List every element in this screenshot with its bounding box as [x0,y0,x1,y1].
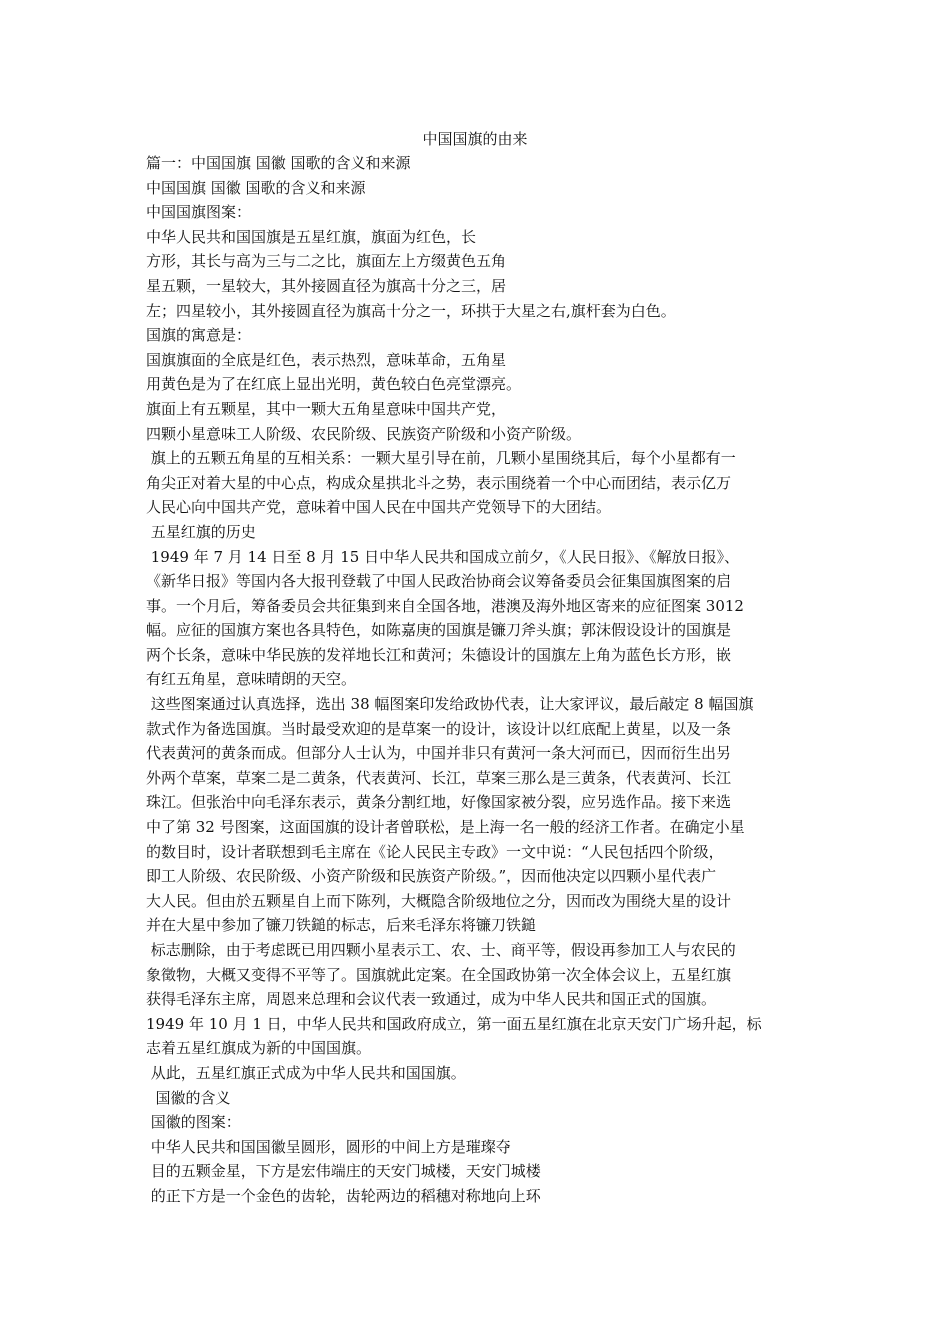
paragraph-line: 获得毛泽东主席，周恩来总理和会议代表一致通过，成为中华人民共和国正式的国旗。 [146,990,717,1009]
paragraph-line: 方形，其长与高为三与二之比，旗面左上方缀黄色五角 [146,252,507,271]
paragraph-line: 中国国旗 国徽 国歌的含义和来源 [146,178,366,197]
paragraph-line: 篇一：中国国旗 国徽 国歌的含义和来源 [146,154,411,172]
paragraph-line: 1949 年 7 月 14 日至 8 月 15 日中华人民共和国成立前夕，《人民日报》、《解放日报》、 [146,547,740,566]
paragraph-line: 人民心向中国共产党，意味着中国人民在中国共产党领导下的大团结。 [146,498,612,517]
paragraph-line: 有红五角星，意味晴朗的天空。 [146,670,357,689]
paragraph-line: 代表黄河的黄条而成。但部分人士认为，中国并非只有黄河一条大河而已，因而衍生出另 [146,744,732,763]
paragraph-line: 星五颗，一星较大，其外接圆直径为旗高十分之三，居 [146,276,507,295]
document-body [146,151,814,1209]
paragraph-line: 两个长条，意味中华民族的发祥地长江和黄河；朱德设计的国旗左上角为蓝色长方形，嵌 [146,645,732,664]
paragraph-line: 中华人民共和国国旗是五星红旗，旗面为红色，长 [146,227,477,246]
paragraph-line: 用黄色是为了在红底上显出光明，黄色较白色亮堂漂亮。 [146,375,522,394]
paragraph-line: 幅。应征的国旗方案也各具特色，如陈嘉庚的国旗是镰刀斧头旗；郭沫假设设计的国旗是 [146,621,732,640]
paragraph-line: 角尖正对着大星的中心点，构成众星拱北斗之势，表示围绕着一个中心而团结，表示亿万 [146,473,732,492]
paragraph-line: 并在大星中参加了镰刀铁鎚的标志，后来毛泽东将镰刀铁鎚 [146,916,537,935]
paragraph-line: 象徵物，大概又变得不平等了。国旗就此定案。在全国政协第一次全体会议上，五星红旗 [146,965,732,984]
paragraph-line: 《新华日报》等国内各大报刊登载了中国人民政治协商会议筹备委员会征集国旗图案的启 [146,572,732,591]
paragraph-line: 即工人阶级、农民阶级、小资产阶级和民族资产阶级。”，因而他决定以四颗小星代表广 [146,867,717,886]
paragraph-line: 大人民。但由於五颗星自上而下陈列，大概隐含阶级地位之分，因而改为围绕大星的设计 [146,891,732,910]
paragraph-line: 款式作为备选国旗。当时最受欢迎的是草案一的设计，该设计以红底配上黄星，以及一条 [146,719,732,738]
paragraph-line: 旗上的五颗五角星的互相关系：一颗大星引导在前，几颗小星围绕其后，每个小星都有一 [146,449,736,468]
paragraph-line: 国旗旗面的全底是红色，表示热烈，意味革命，五角星 [146,350,507,369]
paragraph-line: 国旗的寓意是： [146,326,252,345]
paragraph-line: 标志删除，由于考虑既已用四颗小星表示工、农、士、商平等，假设再参加工人与农民的 [146,941,736,959]
paragraph-line: 从此，五星红旗正式成为中华人民共和国国旗。 [146,1063,466,1082]
paragraph-line: 事。一个月后，筹备委员会共征集到来自全国各地，港澳及海外地区寄来的应征图案 3012 [146,596,744,615]
document-title: 中国国旗的由来 [422,130,528,148]
paragraph-line: 国徽的含义 [146,1088,231,1107]
paragraph-line: 中国国旗图案： [146,203,252,222]
paragraph-line: 中了第 32 号图案，这面国旗的设计者曾联松，是上海一名一般的经济工作者。在确定小星 [146,818,745,837]
paragraph-line: 四颗小星意味工人阶级、农民阶级、民族资产阶级和小资产阶级。 [146,424,582,443]
paragraph-line: 的正下方是一个金色的齿轮，齿轮两边的稻穗对称地向上环 [146,1186,541,1205]
paragraph-line: 这些图案通过认真选择，选出 38 幅图案印发给政协代表，让大家评议，最后敲定 8 幅国旗 [146,695,754,714]
paragraph-line: 目的五颗金星，下方是宏伟端庄的天安门城楼，天安门城楼 [146,1162,541,1181]
paragraph-line: 五星红旗的历史 [146,522,256,541]
paragraph-line: 国徽的图案： [146,1113,241,1132]
paragraph-line: 外两个草案，草案二是二黄条，代表黄河、长江，草案三那么是三黄条，代表黄河、长江 [146,768,732,787]
paragraph-line: 1949 年 10 月 1 日，中华人民共和国政府成立，第一面五星红旗在北京天安门广场升起，标 [146,1014,762,1033]
paragraph-line: 珠江。但张治中向毛泽东表示，黄条分割红地，好像国家被分裂，应另选作品。接下来选 [146,793,732,812]
paragraph-line: 旗面上有五颗星，其中一颗大五角星意味中国共产党， [146,399,507,418]
paragraph-line: 中华人民共和国国徽呈圆形，圆形的中间上方是璀璨夺 [146,1137,511,1156]
paragraph-line: 左；四星较小，其外接圆直径为旗高十分之一，环拱于大星之右,旗杆套为白色。 [146,301,676,320]
paragraph-line: 志着五星红旗成为新的中国国旗。 [146,1039,372,1058]
paragraph-line: 的数目时，设计者联想到毛主席在《论人民民主专政》一文中说：“人民包括四个阶级， [146,842,724,861]
